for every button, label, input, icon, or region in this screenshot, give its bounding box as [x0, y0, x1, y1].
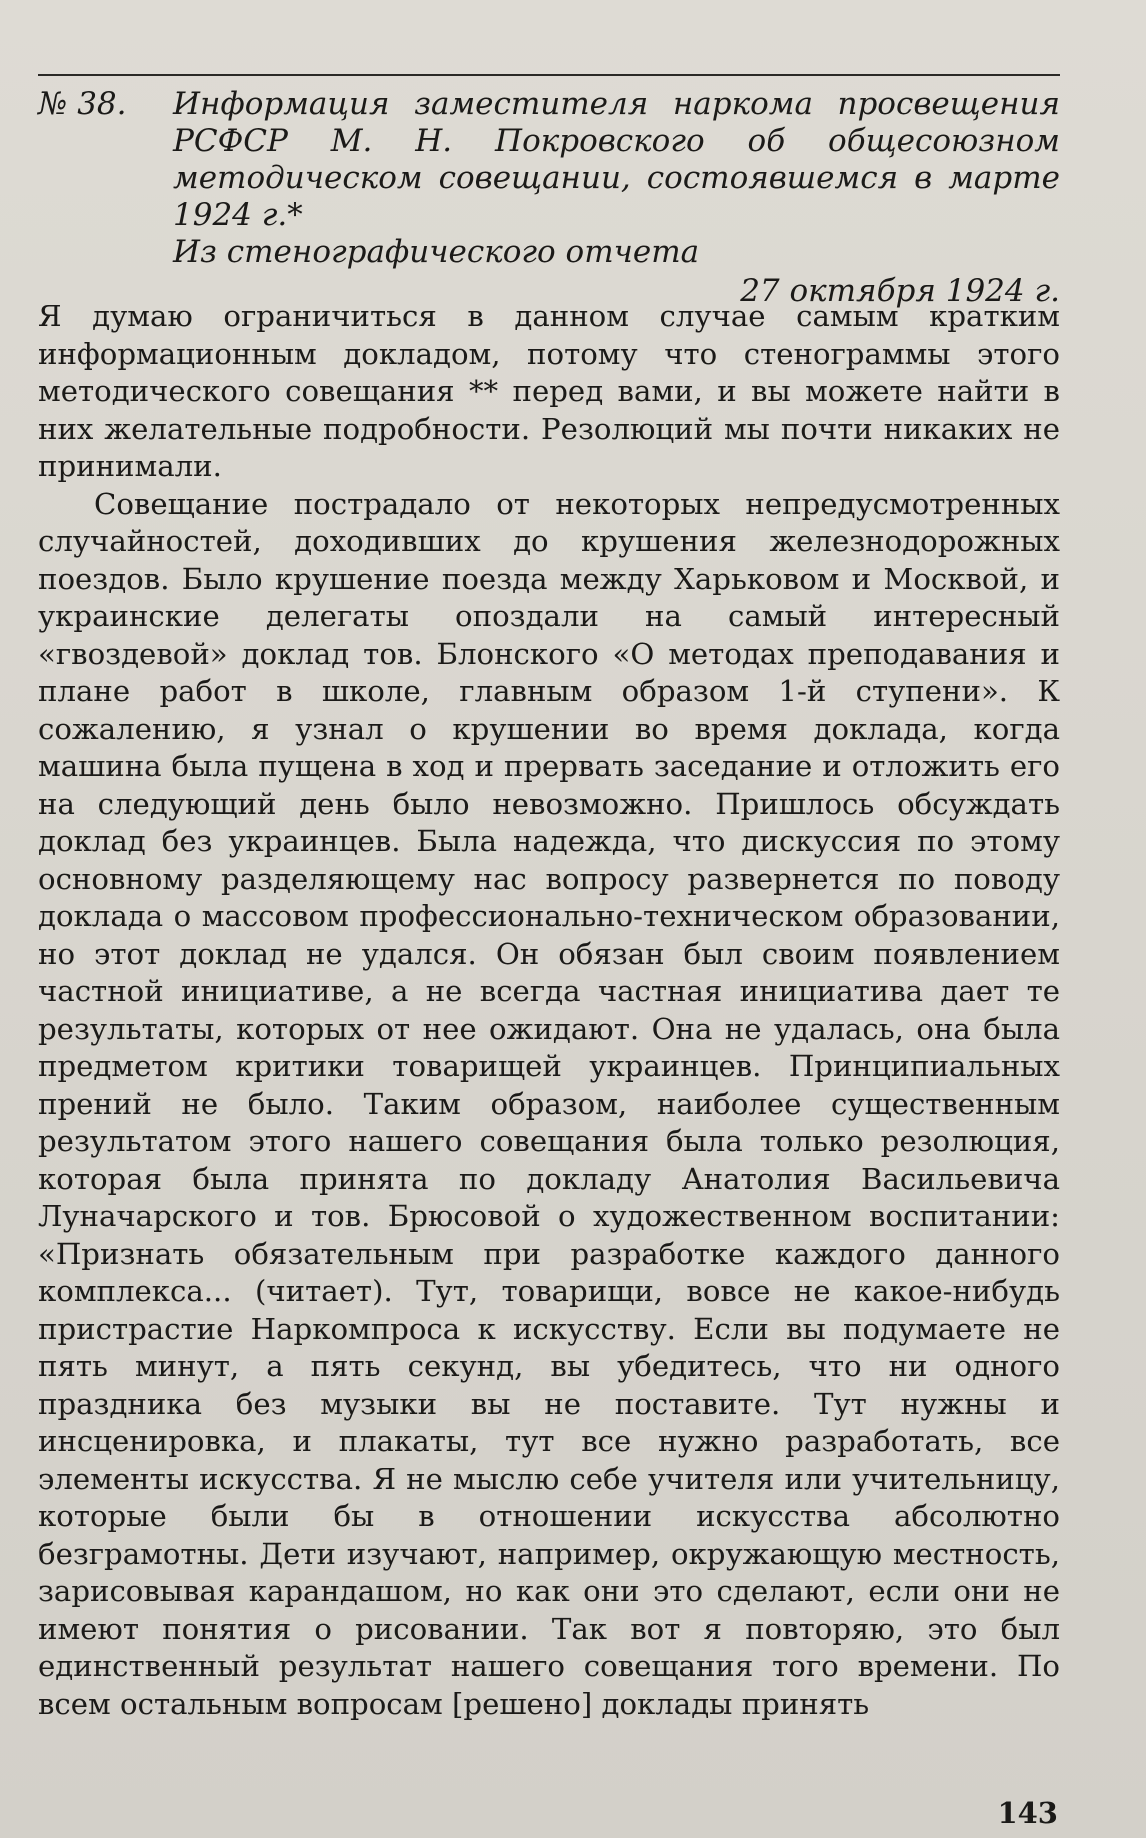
body-text: [38, 298, 1060, 1723]
paragraph-2: Совещание пострадало от некоторых непредусмотренных случайностей, доходивших до крушения железнодорожных поездов. Было крушение поезда между Харьковом и Москвой, и украинские делегаты опоздали на самый интересный «гвоздевой» доклад тов. Блонского «О методах преподавания и плане работ в школе, главным образом 1-й ступени». К сожалению, я узнал о крушении во время доклада, когда машина была пущена в ход и прервать заседание и отложить его на следующий день было невозможно. Пришлось обсуждать доклад без украинцев. Была надежда, что дискуссия по этому основному разделяющему нас вопросу развернется по поводу доклада о массовом профессионально-техническом образовании, но этот доклад не удался. Он обязан был своим появлением частной инициативе, а не всегда частная инициатива дает те результаты, которых от нее ожидают. Она не удалась, она была предметом критики товарищей украинцев. Принципиальных прений не было. Таким образом, наиболее существенным результатом этого нашего совещания была только резолюция, которая была принята по докладу Анатолия Васильевича Луначарского и тов. Брюсовой о художественном воспитании: «Признать обязательным при разработке каждого данного комплекса... (читает). Тут, товарищи, вовсе не какое-нибудь пристрастие Наркомпроса к искусству. Если вы подумаете не пять минут, а пять секунд, вы убедитесь, что ни одного праздника без музыки вы не поставите. Тут нужны и инсценировка, и плакаты, тут все нужно разработать, все элементы искусства. Я не мыслю себе учителя или учительницу, которые были бы в отношении искусства абсолютно безграмотны. Дети изучают, например, окружающую местность, зарисовывая карандашом, но как они это сделают, если они не имеют понятия о рисовании. Так вот я повторяю, это был единственный результат нашего совещания того времени. По всем остальным вопросам [решено] доклады принять: [38, 486, 1060, 1721]
paragraph-1: Я думаю ограничиться в данном случае самым кратким информационным докладом, потому что стенограммы этого методического совещания ** перед вами, и вы можете найти в них желательные подробности. Резолюций мы почти никаких не принимали.: [38, 299, 1060, 483]
document-number: № 38.: [38, 86, 127, 122]
page-number: 143: [997, 1796, 1058, 1830]
document-title: Информация заместителя наркома просвещения РСФСР М. Н. Покровского об общесоюзном методическом совещании, состоявшемся в марте 1924 г.*: [173, 86, 1060, 233]
document-subtitle: Из стенографического отчета: [173, 234, 700, 270]
document-date: 27 октября 1924 г.: [740, 273, 1060, 309]
top-rule: [38, 74, 1060, 76]
document-heading: [38, 86, 1060, 310]
